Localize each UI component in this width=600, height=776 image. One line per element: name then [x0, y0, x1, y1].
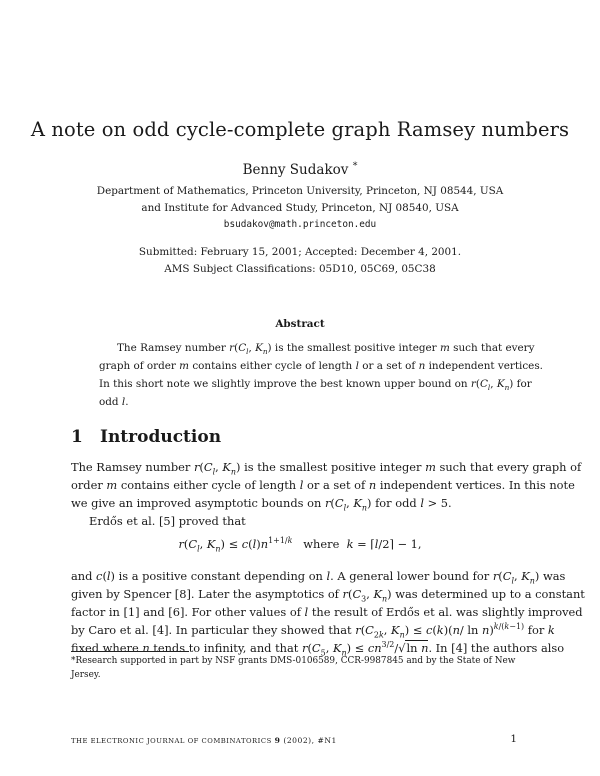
footnote-line-1: *Research supported in part by NSF grants DMS-0106589, CCR-9987845 and by the State of New	[71, 656, 516, 666]
intro-line-5: and c(l) is a positive constant depending on l. A general lower bound for $r(C_l$, $K_n$) was	[71, 569, 566, 586]
intro-line-6: given by Spencer [8]. Later the asymptotics of $r(C_3$, $K_n$) was determined up to a constant	[71, 587, 585, 604]
footnote-line-2: Jersey.	[71, 670, 101, 680]
intro-line-3: we give an improved asymptotic bounds on $r(C_l$, $K_n$) for odd l > 5.	[71, 496, 452, 513]
abstract-line-4: odd l.	[99, 396, 129, 408]
journal-year-issue: (2002), #N1	[283, 736, 337, 745]
intro-line-4: Erdős et al. [5] proved that	[89, 514, 246, 528]
intro-line-9: fixed where n tends to infinity, and that $r(C_5$, $K_n) \le cn^{3/2}/√\ln$ n. In [4] the authors also	[71, 640, 565, 658]
affiliation-line-2: and Institute for Advanced Study, Princeton, NJ 08540, USA	[141, 202, 459, 214]
journal-footer	[71, 736, 337, 745]
equation-erdos-bound: $r(C_l$, $K_n) \le c(l)n^{1+1/k}$ where k = ⌈l/2⌉ − 1,	[178, 536, 422, 554]
page-number: 1	[510, 733, 517, 745]
abstract-heading: Abstract	[275, 318, 325, 330]
affiliation-line-1: Department of Mathematics, Princeton University, Princeton, NJ 08544, USA	[96, 185, 504, 197]
paper-title: A note on odd cycle-complete graph Ramsey numbers	[30, 118, 570, 141]
section-heading-introduction	[71, 427, 221, 447]
journal-volume: 9	[274, 736, 281, 745]
intro-line-8: by Caro et al. [4]. In particular they showed that $r(C_{2k}$, $K_n) \le c(k)(n/$ ln n)$^{k/(k-1)}$ for k	[71, 622, 555, 640]
author-email: bsudakov@math.princeton.edu	[223, 219, 377, 230]
abstract-line-3: In this short note we slightly improve the best known upper bound on $r(C_l$, $K_n$) for	[99, 378, 532, 393]
author-footnote-mark: *	[352, 160, 358, 172]
section-title: Introduction	[100, 427, 222, 447]
intro-line-1: The Ramsey number $r(C_l$, $K_n$) is the smallest positive integer m such that every graph of	[71, 460, 582, 477]
journal-name: THE ELECTRONIC JOURNAL OF COMBINATORICS	[71, 737, 272, 745]
abstract-line-1: The Ramsey number $r(C_l$, $K_n$) is the smallest positive integer m such that every	[117, 342, 535, 357]
section-number: 1	[71, 427, 83, 447]
submission-dates: Submitted: February 15, 2001; Accepted: December 4, 2001.	[138, 246, 462, 258]
author-name	[0, 162, 600, 178]
ams-classification: AMS Subject Classifications: 05D10, 05C69, 05C38	[164, 263, 436, 275]
intro-line-7: factor in [1] and [6]. For other values of l the result of Erdős et al. was slightly improved	[71, 605, 583, 619]
footnote-rule	[71, 651, 189, 652]
abstract-line-2: graph of order m contains either cycle of length l or a set of n independent vertices.	[99, 360, 543, 372]
author-name-text: Benny Sudakov	[242, 162, 349, 178]
intro-line-2: order m contains either cycle of length l or a set of n independent vertices. In this note	[71, 478, 575, 492]
